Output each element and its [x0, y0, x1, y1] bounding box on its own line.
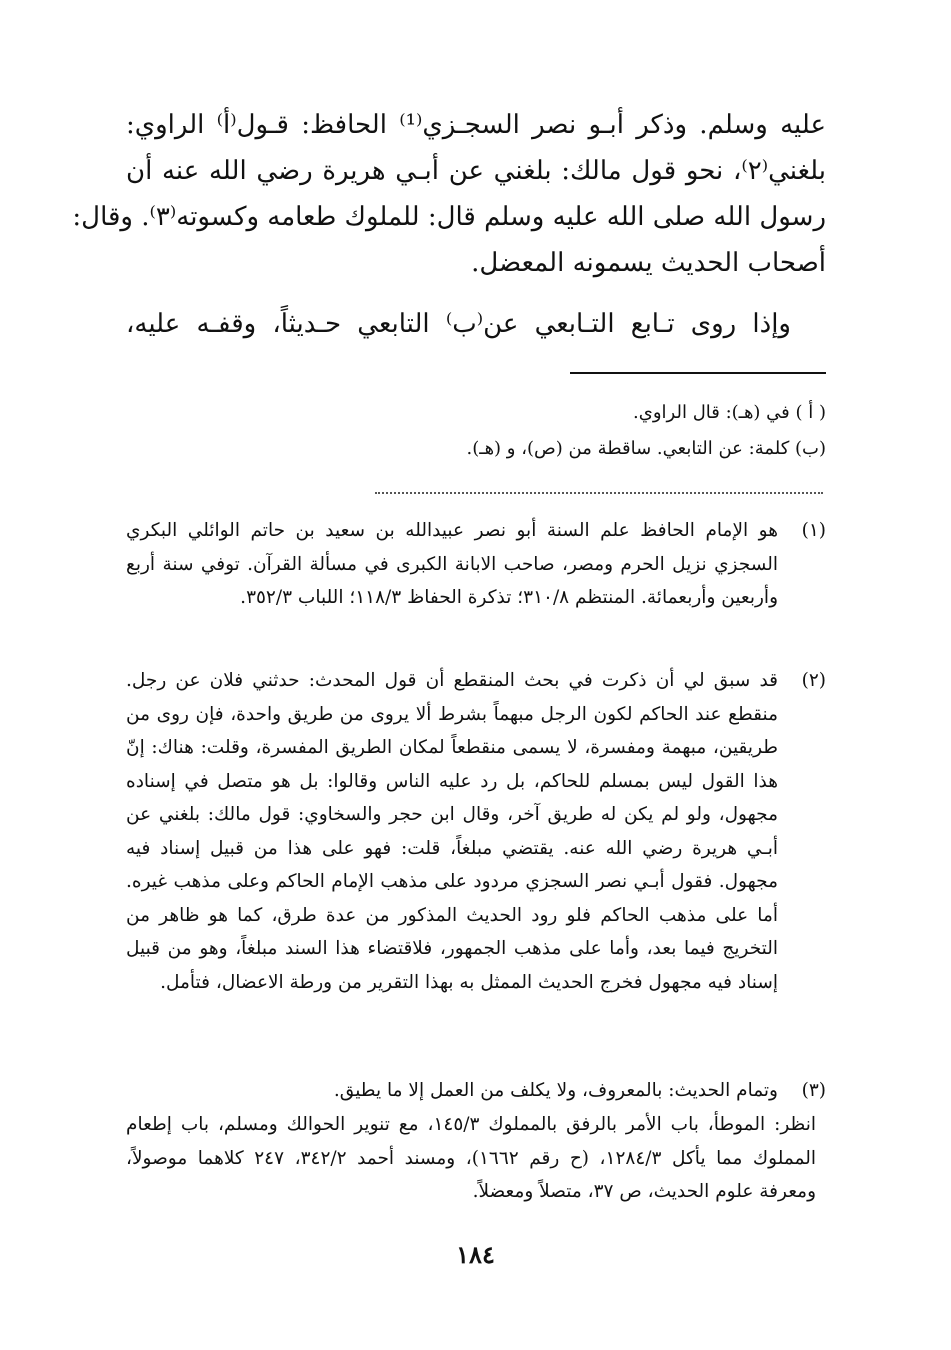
dotted-separator [375, 492, 823, 494]
main-text-line-3: رسول الله صلى الله عليه وسلم قال: للملوك طعامه وكسوته⁽٣⁾. وقال: [72, 202, 826, 232]
footnote-separator [570, 372, 826, 374]
footnote-2 [126, 664, 826, 999]
main-text-line-1: عليه وسلم. وذكر أبـو نصر السجـزي⁽¹⁾ الحافظ: قـول⁽أ⁾ الراوي: [126, 110, 826, 140]
main-text-line-4: أصحاب الحديث يسمونه المعضل. [471, 248, 826, 278]
footnote-1 [126, 514, 826, 615]
main-text-line-2: بلغني⁽٢⁾، نحو قول مالك: بلغني عن أبـي هريرة رضي الله عنه أن [126, 156, 826, 186]
footnote-3 [126, 1074, 826, 1108]
footnote-3-references: انظر: الموطأ، باب الأمر بالرفق بالمملوك ١٤٥/٣، مع تنوير الحوالك ومسلم، باب إطعام المملوك مما يأكل ١٢٨٤/٣، (ح رقم ١٦٦٢)، ومسند أحمد ٣٤٢/٢، ٢٤٧ كلاهما موصولاً، ومعرفة علوم الحديث، ص ٣٧، متصلاً ومعضلاً. [126, 1114, 816, 1202]
main-text-paragraph-2: وإذا روى تـابع التـابعي عن⁽ب⁾ التابعي حـديثاً، وقفـه عليه، [126, 309, 791, 339]
footnote-number: (١) [801, 520, 826, 541]
variant-note-b: (ب) كلمة: عن التابعي. ساقطة من (ص)، و (هـ). [466, 438, 826, 459]
variant-note-a: ( أ ) في (هـ): قال الراوي. [633, 402, 826, 423]
footnote-text: وتمام الحديث: بالمعروف، ولا يكلف من العمل إلا ما يطيق. [333, 1080, 778, 1101]
page-number: ١٨٤ [456, 1240, 495, 1269]
footnote-text: قد سبق لي أن ذكرت في بحث المنقطع أن قول المحدث: حدثني فلان عن رجل. منقطع عند الحاكم لكون الرجل مبهماً بشرط ألا يروى من طريق واحدة، فإن روى من طريقين، مبهمة ومفسرة، لا يسمى منقطعاً لمكان الطريق المفسرة، وقلت: هناك: إنّ هذا القول ليس بمسلم للحاكم، بل رد عليه الناس وقالوا: بل هو متصل في إسناده مجهول، ولو لم يكن له طريق آخر، وقال ابن حجر والسخاوي: قول مالك: بلغني عن أبـي هريرة رضي الله عنه. يقتضي مبلغاً، قلت: فهو على هذا من قبيل إسناد فيه مجهول. فقول أبـي نصر السجزي مردود على مذهب الإمام الحاكم وعلى مذهب غيره. أما على مذهب الحاكم فلو رود الحديث المذكور من عدة طرق، كما هو ظاهر من التخريج فيما بعد، وأما على مذهب الجمهور، فلاقتضاء هذا السند مبلغاً، وهو من قبيل إسناد فيه مجهول فخرج الحديث الممثل به بهذا التقرير من ورطة الاعضال، فتأمل. [126, 670, 778, 993]
footnote-number: (٢) [801, 670, 826, 691]
footnote-text: هو الإمام الحافظ علم السنة أبو نصر عبيدالله بن سعيد بن حاتم الوائلي البكري السجزي نزيل الحرم ومصر، صاحب الابانة الكبرى في مسألة القرآن. توفي سنة أربع وأربعين وأربعمائة. المنتظم ٣١٠/٨؛ تذكرة الحفاظ ١١٨/٣؛ اللباب ٣٥٢/٣. [126, 520, 778, 608]
footnote-number: (٣) [801, 1080, 826, 1101]
